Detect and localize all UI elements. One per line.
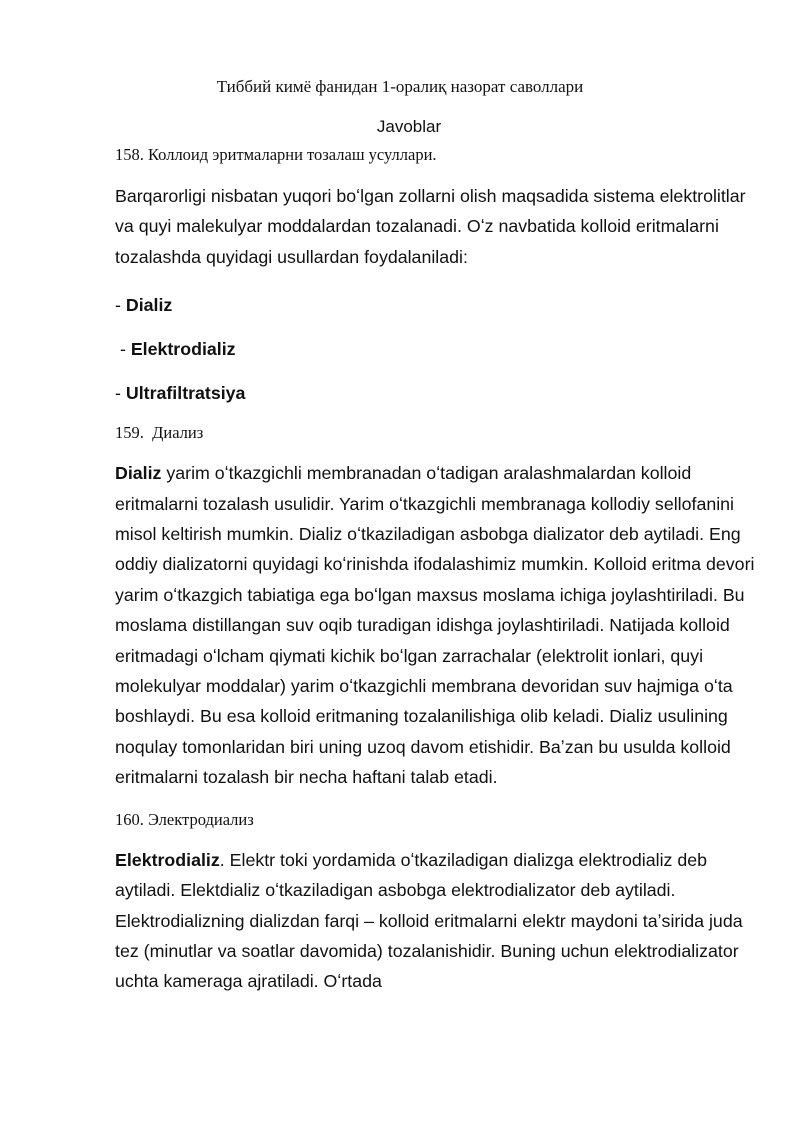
list-item-elektrodializ (115, 336, 755, 362)
paragraph-158-intro: Barqarorligi nisbatan yuqori boʻlgan zollarni olish maqsadida sistema elektrolitlar va quyi malekulyar moddalardan tozalanadi. Oʻz navbatida kolloid eritmalarni tozalashda quyidagi usullardan foydalaniladi: (115, 186, 746, 267)
bold-term: Dializ (115, 463, 162, 484)
list-item-dializ (115, 292, 755, 318)
document-body (115, 144, 755, 997)
question-heading-159: 159. Диализ (115, 423, 204, 443)
list-item-label: Ultrafiltratsiya (125, 383, 246, 404)
question-heading-160: 160. Электродиализ (115, 809, 254, 829)
list-item-ultrafiltratsiya (115, 380, 755, 406)
document-title: Тиббий кимё фанидан 1-оралиқ назорат саволлари (216, 77, 584, 96)
paragraph-159 (115, 458, 755, 792)
paragraph-text: . Elektr toki yordamida oʻtkaziladigan dializga elektrodializ deb aytiladi. Elektdializ oʻtkaziladigan asbobga elektrodializator deb aytiladi. Elektrodializning dializdan farqi – kolloid eritmalarni elektr maydoni taʼsirida juda tez (minutlar va soatlar davomida) tozalanishidir. Buning uchun elektrodializator uchta kameraga ajratiladi. Oʻrtada (115, 849, 743, 992)
list-bullet: - (115, 295, 126, 316)
paragraph-160 (115, 845, 755, 997)
list-bullet: - (115, 383, 126, 404)
list-item-label: Elektrodializ (130, 339, 236, 360)
question-heading-158: 158. Коллоид эритмаларни тозалаш усуллари. (115, 145, 437, 164)
paragraph-text: yarim oʻtkazgichli membranadan oʻtadigan aralashmalardan kolloid eritmalarni tozalash usulidir. Yarim oʻtkazgichli membranaga kollodiy sellofanini misol keltirish mumkin. Dializ oʻtkaziladigan asbobga dializator deb aytiladi. Eng oddiy dializatorni quyidagi koʻrinishda ifodalashimiz mumkin. Kolloid eritma devori yarim oʻtkazgich tabiatiga ega boʻlgan maxsus moslama ichiga joylashtiriladi. Bu moslama distillangan suv oqib turadigan idishga joylashtiriladi. Natijada kolloid eritmadagi oʻlcham qiymati kichik boʻlgan zarrachalar (elektrolit ionlari, quyi molekulyar moddalar) yarim oʻtkazgichli membrana devoridan suv hajmiga oʻta boshlaydi. Bu esa kolloid eritmaning tozalanilishiga olib keladi. Dializ usulining noqulay tomonlaridan biri uning uzoq davom etishidir. Baʼzan bu usulda kolloid eritmalarni tozalash bir necha haftani talab etadi. (115, 463, 755, 788)
bold-term: Elektrodializ (115, 849, 220, 870)
list-bullet: - (115, 339, 131, 360)
document-subtitle: Javoblar (376, 117, 442, 136)
list-item-label: Dializ (125, 295, 173, 316)
